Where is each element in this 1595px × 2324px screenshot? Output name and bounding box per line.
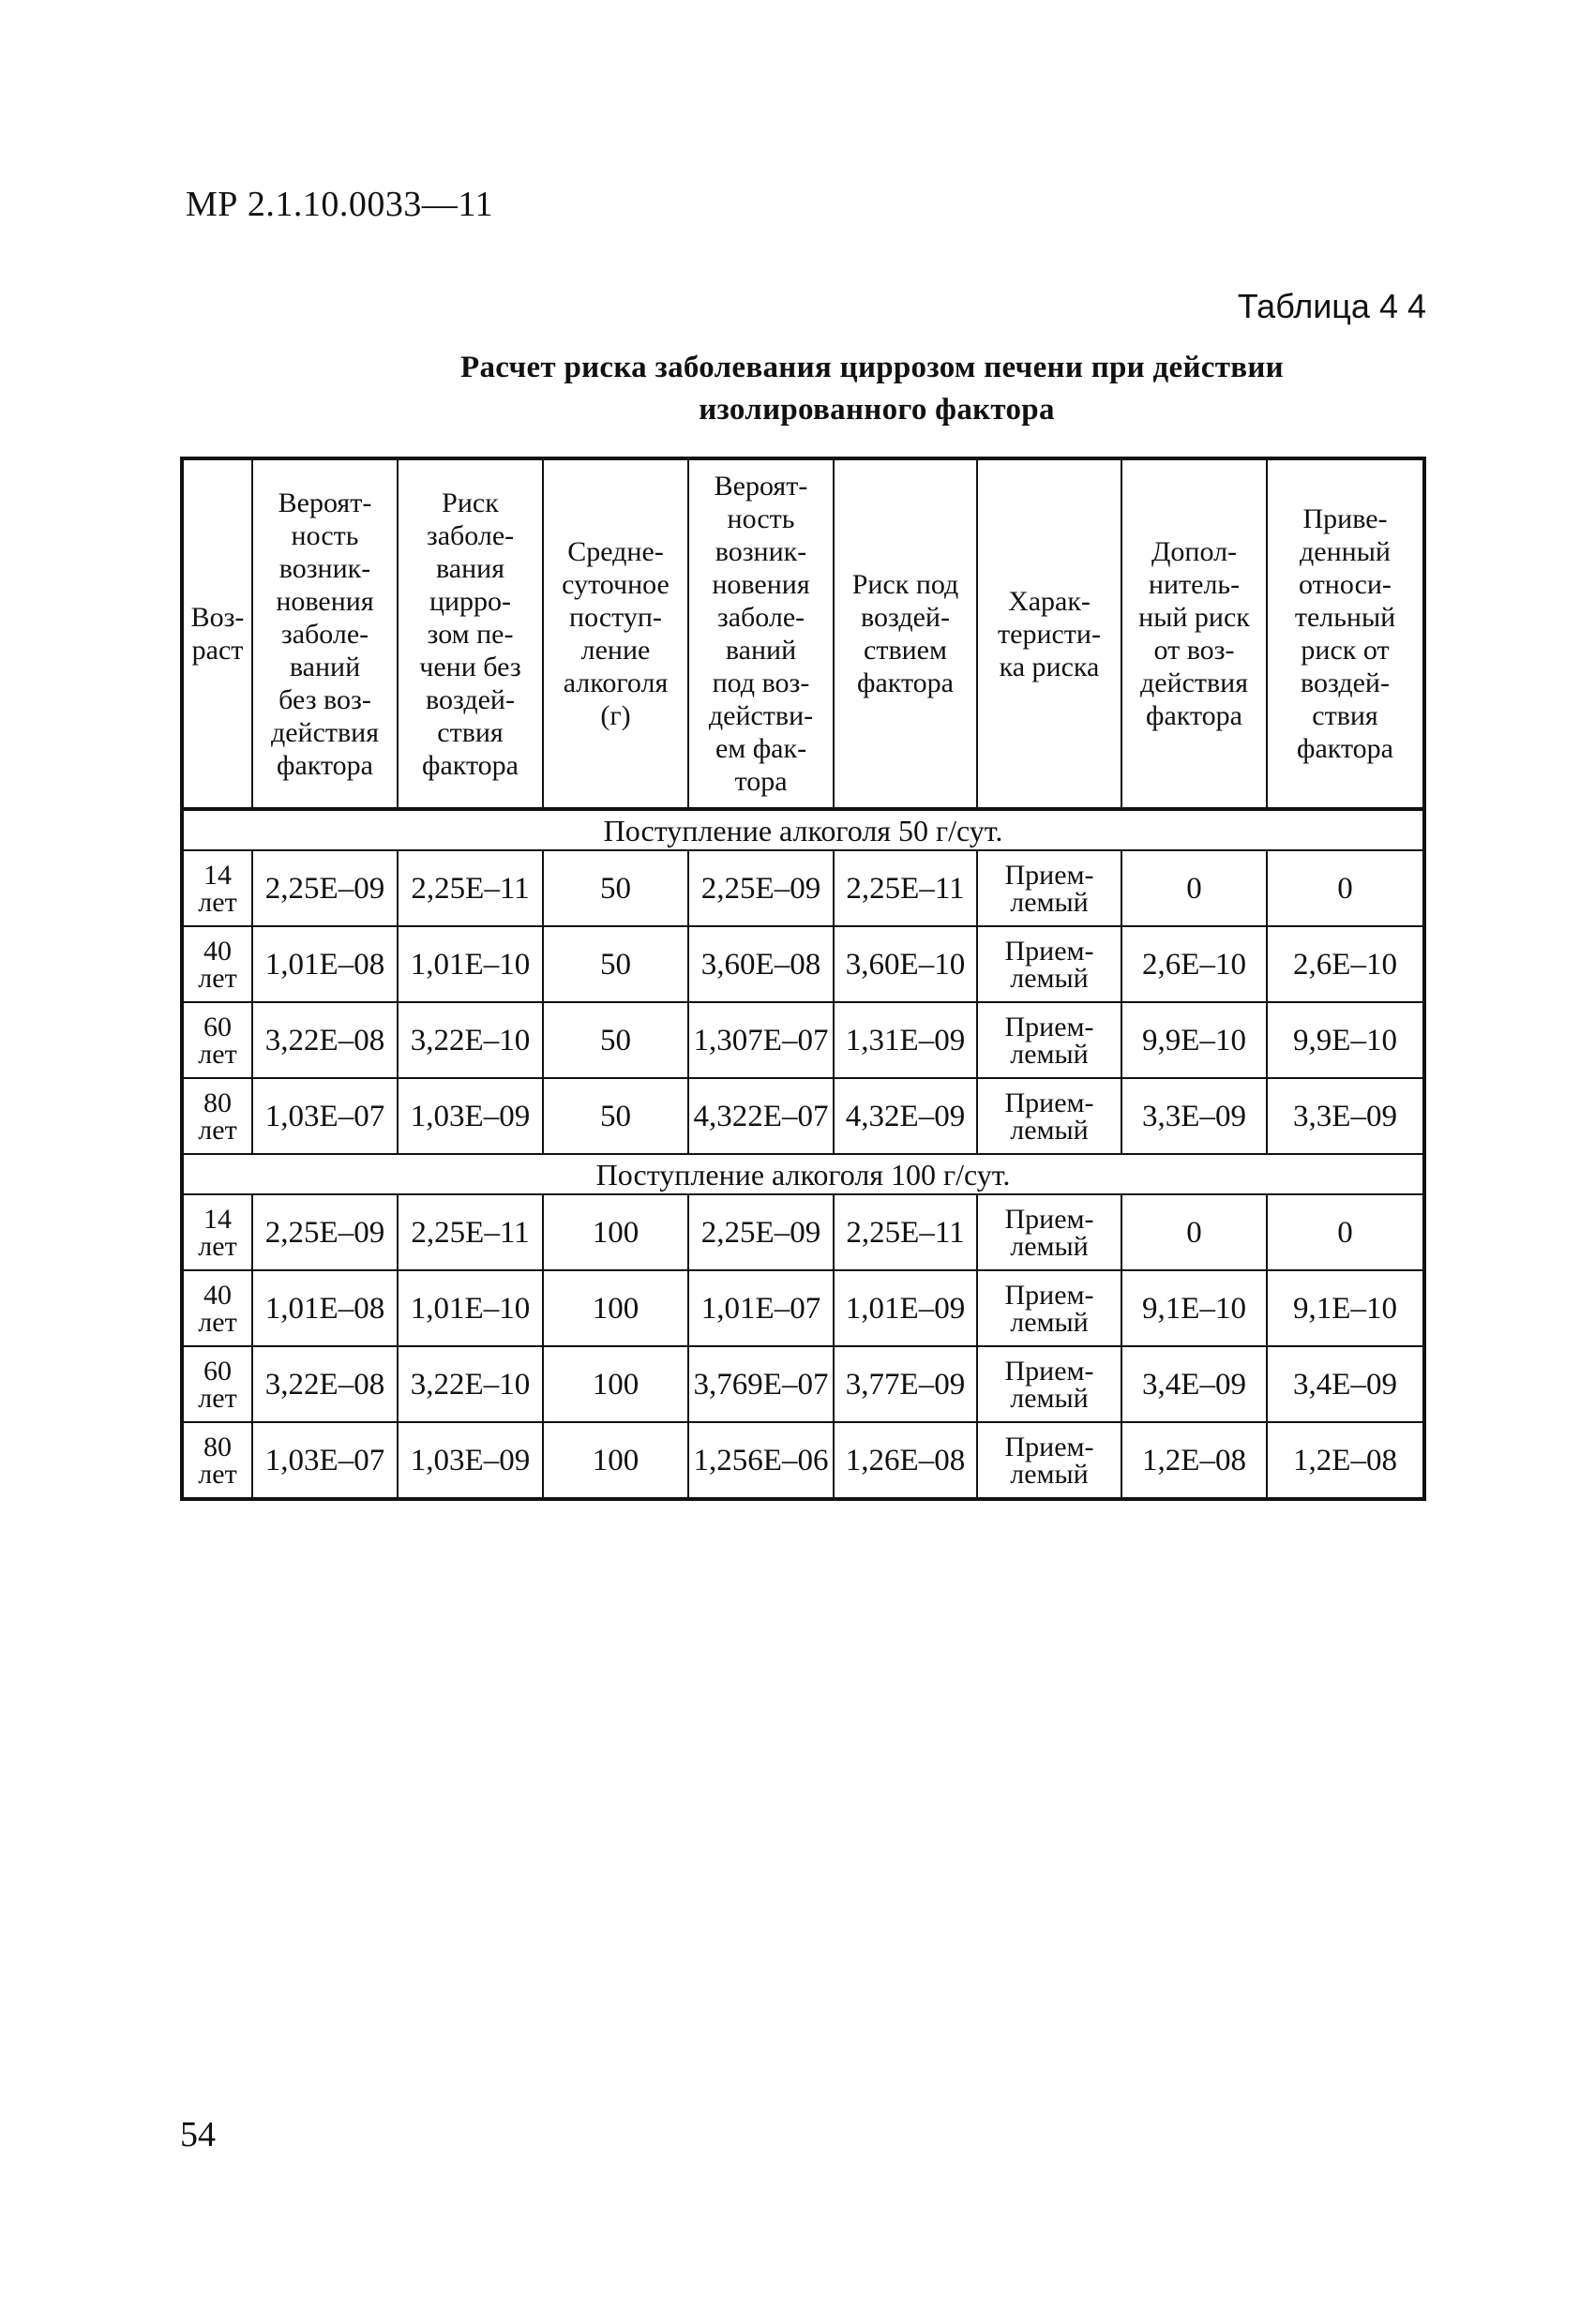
col-header-line: тора bbox=[734, 766, 788, 797]
age-cell bbox=[182, 1422, 252, 1499]
col-header-line: от воз- bbox=[1153, 635, 1235, 666]
col-header-line: поступ- bbox=[569, 602, 662, 633]
col-header-risk-without bbox=[398, 458, 543, 809]
col-header-line: тельный bbox=[1294, 602, 1396, 633]
additional-risk-cell: 3,3E–09 bbox=[1121, 1078, 1267, 1154]
prob-without-cell: 1,01E–08 bbox=[252, 1270, 398, 1346]
relative-risk-cell: 3,4E–09 bbox=[1267, 1346, 1424, 1422]
risk-with-cell: 2,25E–11 bbox=[834, 1194, 977, 1270]
col-header-line: ление bbox=[580, 635, 651, 666]
col-header-line: Приве- bbox=[1302, 503, 1388, 534]
characteristic-cell bbox=[977, 1270, 1121, 1346]
col-header-line: ваний bbox=[725, 635, 797, 666]
characteristic-cell-line: Прием- bbox=[1004, 1087, 1094, 1118]
col-header-line: ность bbox=[291, 519, 359, 551]
characteristic-cell-line: Прием- bbox=[1004, 935, 1094, 967]
table-row bbox=[182, 926, 1424, 1002]
characteristic-cell-line: лемый bbox=[1010, 1038, 1089, 1070]
col-header-line: Допол- bbox=[1151, 536, 1238, 567]
relative-risk-cell: 9,9E–10 bbox=[1267, 1002, 1424, 1078]
table-title-line-2: изолированного фактора bbox=[699, 393, 1055, 427]
age-cell-line: 60 bbox=[203, 1355, 232, 1387]
risk-with-cell: 3,60E–10 bbox=[834, 926, 977, 1002]
prob-without-cell: 2,25E–09 bbox=[252, 850, 398, 926]
col-header-line: алкоголя bbox=[563, 667, 669, 698]
prob-with-cell: 2,25E–09 bbox=[688, 1194, 834, 1270]
col-header-line: раст bbox=[191, 635, 244, 666]
col-header-line: нитель- bbox=[1148, 569, 1241, 600]
intake-cell: 50 bbox=[543, 850, 688, 926]
characteristic-cell-line: лемый bbox=[1010, 1230, 1089, 1262]
col-header-line: фактора bbox=[857, 667, 954, 698]
age-cell-line: 60 bbox=[203, 1011, 232, 1042]
col-header-line: Риск bbox=[442, 487, 499, 518]
characteristic-cell-line: лемый bbox=[1010, 886, 1089, 918]
col-header-line: Воз- bbox=[190, 602, 245, 633]
relative-risk-cell: 1,2E–08 bbox=[1267, 1422, 1424, 1499]
prob-with-cell: 1,307E–07 bbox=[688, 1002, 834, 1078]
additional-risk-cell: 1,2E–08 bbox=[1121, 1422, 1267, 1499]
prob-without-cell: 1,01E–08 bbox=[252, 926, 398, 1002]
col-header-line: вания bbox=[436, 552, 504, 584]
prob-without-cell: 1,03E–07 bbox=[252, 1078, 398, 1154]
col-header-line: новения bbox=[276, 585, 374, 617]
document-code: МР 2.1.10.0033—11 bbox=[186, 185, 494, 224]
intake-cell: 50 bbox=[543, 1078, 688, 1154]
col-header-line: Харак- bbox=[1008, 585, 1091, 617]
risk-without-cell: 1,03E–09 bbox=[398, 1078, 543, 1154]
age-cell bbox=[182, 1002, 252, 1078]
table-title-line-1: Расчет риска заболевания циррозом печени при действии bbox=[459, 351, 1284, 384]
col-header-line: заболе- bbox=[426, 519, 515, 551]
intake-cell: 100 bbox=[543, 1270, 688, 1346]
characteristic-cell-line: Прием- bbox=[1004, 1011, 1094, 1042]
age-cell-line: лет bbox=[198, 1230, 237, 1262]
additional-risk-cell: 3,4E–09 bbox=[1121, 1346, 1267, 1422]
characteristic-cell bbox=[977, 850, 1121, 926]
prob-without-cell: 3,22E–08 bbox=[252, 1002, 398, 1078]
risk-without-cell: 3,22E–10 bbox=[398, 1002, 543, 1078]
col-header-line: действия bbox=[270, 716, 380, 748]
col-header-line: зом пе- bbox=[427, 618, 514, 650]
age-cell-line: 14 bbox=[203, 859, 232, 891]
characteristic-cell bbox=[977, 1422, 1121, 1499]
col-header-line: воздей- bbox=[1301, 667, 1390, 698]
risk-without-cell: 3,22E–10 bbox=[398, 1346, 543, 1422]
section-title: Поступление алкоголя 50 г/сут. bbox=[182, 809, 1424, 850]
prob-with-cell: 2,25E–09 bbox=[688, 850, 834, 926]
col-header-line: ствия bbox=[437, 716, 504, 748]
risk-with-cell: 1,31E–09 bbox=[834, 1002, 977, 1078]
additional-risk-cell: 0 bbox=[1121, 1194, 1267, 1270]
characteristic-cell-line: лемый bbox=[1010, 1382, 1089, 1414]
table-row bbox=[182, 1346, 1424, 1422]
table-row bbox=[182, 1194, 1424, 1270]
table-title bbox=[178, 347, 1566, 431]
table-row bbox=[182, 1002, 1424, 1078]
col-header-line: Вероят- bbox=[714, 471, 808, 502]
characteristic-cell-line: лемый bbox=[1010, 1306, 1089, 1338]
intake-cell: 50 bbox=[543, 926, 688, 1002]
age-cell-line: 40 bbox=[203, 1279, 232, 1311]
additional-risk-cell: 2,6E–10 bbox=[1121, 926, 1267, 1002]
col-header-line: возник- bbox=[715, 536, 807, 567]
age-cell-line: 40 bbox=[203, 935, 232, 967]
col-header-line: заболе- bbox=[716, 602, 805, 633]
risk-without-cell: 1,01E–10 bbox=[398, 1270, 543, 1346]
risk-with-cell: 3,77E–09 bbox=[834, 1346, 977, 1422]
risk-without-cell: 2,25E–11 bbox=[398, 1194, 543, 1270]
page-number: 54 bbox=[180, 2115, 216, 2154]
header-row bbox=[182, 458, 1424, 809]
prob-without-cell: 1,03E–07 bbox=[252, 1422, 398, 1499]
intake-cell: 100 bbox=[543, 1422, 688, 1499]
characteristic-cell-line: лемый bbox=[1010, 1114, 1089, 1146]
age-cell-line: 14 bbox=[203, 1203, 232, 1235]
age-cell-line: лет bbox=[198, 962, 237, 994]
col-header-line: возник- bbox=[278, 552, 371, 584]
characteristic-cell-line: Прием- bbox=[1004, 1355, 1094, 1387]
col-header-line: воздей- bbox=[426, 683, 515, 715]
col-header-relative-risk bbox=[1267, 458, 1424, 809]
prob-with-cell: 1,01E–07 bbox=[688, 1270, 834, 1346]
col-header-risk-with bbox=[834, 458, 977, 809]
age-cell bbox=[182, 1194, 252, 1270]
table-row bbox=[182, 850, 1424, 926]
section-title: Поступление алкоголя 100 г/сут. bbox=[182, 1154, 1424, 1194]
col-header-line: риск от bbox=[1301, 635, 1390, 666]
col-header-line: чени без bbox=[419, 651, 521, 682]
characteristic-cell-line: Прием- bbox=[1004, 859, 1094, 891]
col-header-risk-characteristic bbox=[977, 458, 1121, 809]
table-row bbox=[182, 1422, 1424, 1499]
col-header-line: без воз- bbox=[278, 683, 371, 715]
risk-table bbox=[180, 457, 1426, 1501]
age-cell-line: 80 bbox=[203, 1431, 232, 1462]
characteristic-cell-line: Прием- bbox=[1004, 1431, 1094, 1462]
col-header-line: цирро- bbox=[429, 585, 512, 617]
relative-risk-cell: 0 bbox=[1267, 850, 1424, 926]
intake-cell: 50 bbox=[543, 1002, 688, 1078]
relative-risk-cell: 9,1E–10 bbox=[1267, 1270, 1424, 1346]
risk-with-cell: 2,25E–11 bbox=[834, 850, 977, 926]
additional-risk-cell: 9,1E–10 bbox=[1121, 1270, 1267, 1346]
relative-risk-cell: 2,6E–10 bbox=[1267, 926, 1424, 1002]
age-cell bbox=[182, 1346, 252, 1422]
col-header-line: ствия bbox=[1312, 700, 1378, 731]
table-number: Таблица 4 4 bbox=[1237, 287, 1426, 325]
col-header-line: Средне- bbox=[567, 536, 664, 567]
col-header-line: ем фак- bbox=[715, 733, 807, 764]
col-header-line: ваний bbox=[289, 651, 361, 682]
relative-risk-cell: 3,3E–09 bbox=[1267, 1078, 1424, 1154]
table-row bbox=[182, 1270, 1424, 1346]
prob-without-cell: 2,25E–09 bbox=[252, 1194, 398, 1270]
col-header-prob-with bbox=[688, 458, 834, 809]
age-cell bbox=[182, 850, 252, 926]
characteristic-cell bbox=[977, 926, 1121, 1002]
col-header-line: воздей- bbox=[861, 602, 950, 633]
age-cell-line: лет bbox=[198, 1038, 237, 1070]
age-cell-line: лет bbox=[198, 1306, 237, 1338]
col-header-line: Вероят- bbox=[278, 487, 372, 518]
characteristic-cell bbox=[977, 1194, 1121, 1270]
prob-with-cell: 3,60E–08 bbox=[688, 926, 834, 1002]
age-cell bbox=[182, 1078, 252, 1154]
age-cell-line: лет bbox=[198, 1382, 237, 1414]
col-header-line: фактора bbox=[422, 749, 519, 781]
table-row bbox=[182, 1078, 1424, 1154]
characteristic-cell bbox=[977, 1002, 1121, 1078]
col-header-line: действия bbox=[1139, 667, 1249, 698]
age-cell-line: 80 bbox=[203, 1087, 232, 1118]
prob-with-cell: 3,769E–07 bbox=[688, 1346, 834, 1422]
intake-cell: 100 bbox=[543, 1194, 688, 1270]
col-header-line: фактора bbox=[1297, 733, 1393, 764]
col-header-line: относи- bbox=[1299, 569, 1392, 600]
col-header-line: фактора bbox=[1146, 700, 1242, 731]
col-header-line: действи- bbox=[708, 700, 814, 731]
prob-with-cell: 4,322E–07 bbox=[688, 1078, 834, 1154]
characteristic-cell-line: Прием- bbox=[1004, 1203, 1094, 1235]
characteristic-cell-line: лемый bbox=[1010, 1458, 1089, 1490]
relative-risk-cell: 0 bbox=[1267, 1194, 1424, 1270]
additional-risk-cell: 9,9E–10 bbox=[1121, 1002, 1267, 1078]
section-header-row bbox=[182, 1154, 1424, 1194]
age-cell-line: лет bbox=[198, 1114, 237, 1146]
age-cell-line: лет bbox=[198, 1458, 237, 1490]
risk-without-cell: 2,25E–11 bbox=[398, 850, 543, 926]
characteristic-cell-line: Прием- bbox=[1004, 1279, 1094, 1311]
col-header-line: ность bbox=[727, 503, 795, 534]
prob-without-cell: 3,22E–08 bbox=[252, 1346, 398, 1422]
col-header-additional-risk bbox=[1121, 458, 1267, 809]
characteristic-cell bbox=[977, 1346, 1121, 1422]
intake-cell: 100 bbox=[543, 1346, 688, 1422]
age-cell bbox=[182, 1270, 252, 1346]
risk-without-cell: 1,01E–10 bbox=[398, 926, 543, 1002]
risk-with-cell: 1,26E–08 bbox=[834, 1422, 977, 1499]
col-header-line: ный риск bbox=[1138, 602, 1250, 633]
col-header-line: ствием bbox=[864, 635, 947, 666]
prob-with-cell: 1,256E–06 bbox=[688, 1422, 834, 1499]
col-header-line: денный bbox=[1300, 536, 1391, 567]
age-cell-line: лет bbox=[198, 886, 237, 918]
col-header-daily-intake bbox=[543, 458, 688, 809]
additional-risk-cell: 0 bbox=[1121, 850, 1267, 926]
age-cell bbox=[182, 926, 252, 1002]
characteristic-cell-line: лемый bbox=[1010, 962, 1089, 994]
col-header-line: (г) bbox=[600, 700, 631, 731]
col-header-line: под воз- bbox=[712, 667, 810, 698]
col-header-line: фактора bbox=[277, 749, 373, 781]
risk-with-cell: 1,01E–09 bbox=[834, 1270, 977, 1346]
risk-with-cell: 4,32E–09 bbox=[834, 1078, 977, 1154]
col-header-age bbox=[182, 458, 252, 809]
col-header-prob-without bbox=[252, 458, 398, 809]
col-header-line: Риск под bbox=[851, 569, 959, 600]
col-header-line: теристи- bbox=[998, 618, 1101, 650]
section-header-row bbox=[182, 809, 1424, 850]
col-header-line: заболе- bbox=[280, 618, 369, 650]
col-header-line: новения bbox=[712, 569, 810, 600]
risk-without-cell: 1,03E–09 bbox=[398, 1422, 543, 1499]
col-header-line: суточное bbox=[562, 569, 670, 600]
characteristic-cell bbox=[977, 1078, 1121, 1154]
col-header-line: ка риска bbox=[999, 651, 1100, 682]
table-body bbox=[182, 809, 1424, 1499]
